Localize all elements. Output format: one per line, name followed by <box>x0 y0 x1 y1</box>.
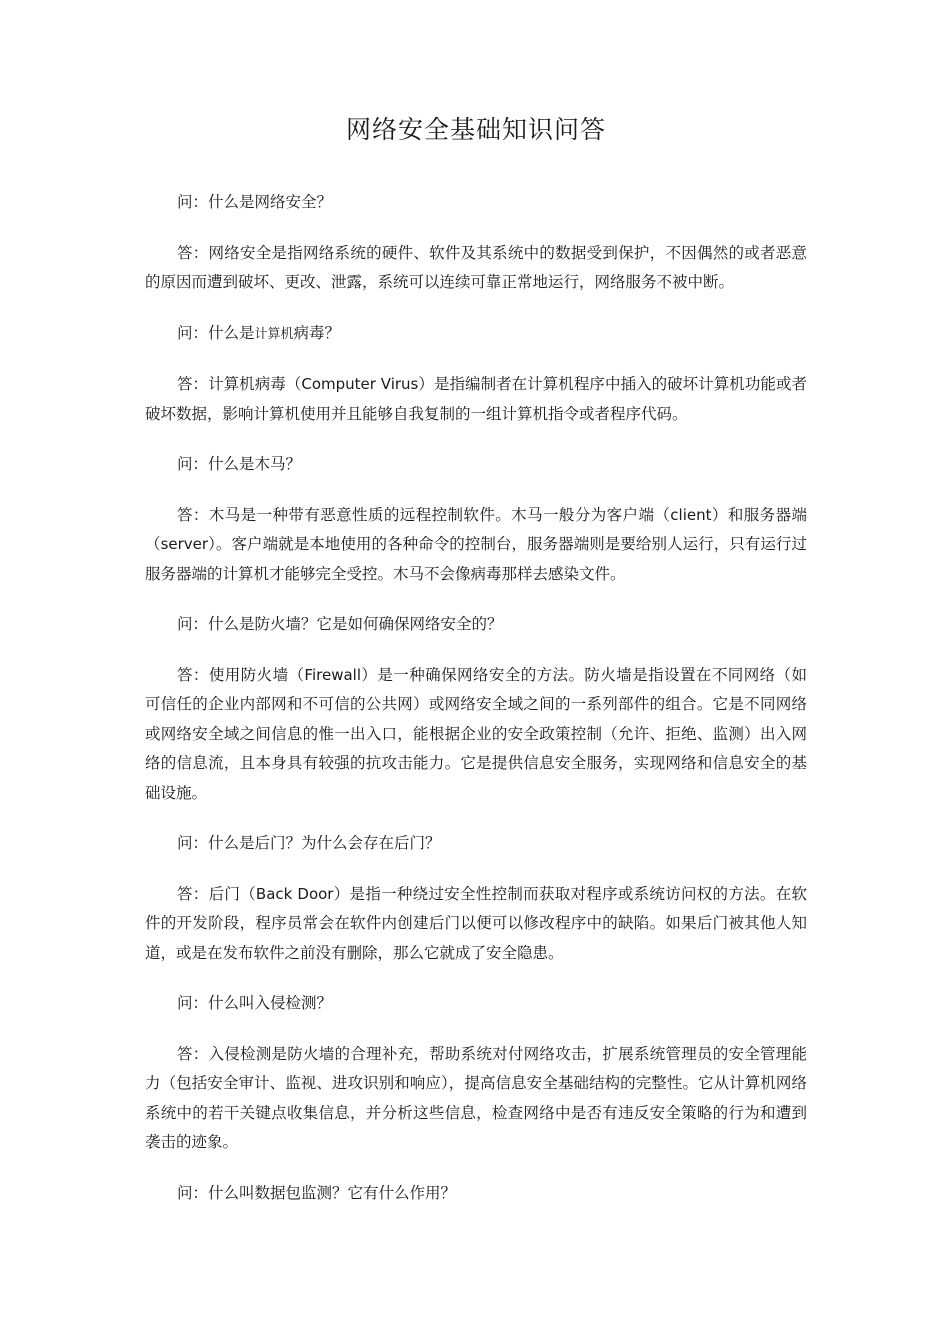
question-5: 问：什么是后门？为什么会存在后门？ <box>177 834 441 852</box>
question-2-part-2: 计算机 <box>254 326 294 342</box>
answer-2: 答：计算机病毒（Computer Virus）是指编制者在计算机程序中插入的破坏计算机功能或者破坏数据，影响计算机使用并且能够自我复制的一组计算机指令或者程序代码。 <box>145 375 807 423</box>
latin-term: server <box>160 535 209 553</box>
answer-1: 答：网络安全是指网络系统的硬件、软件及其系统中的数据受到保护，不因偶然的或者恶意的原因而遭到破坏、更改、泄露，系统可以连续可靠正常地运行，网络服务不被中断。 <box>145 243 807 291</box>
document-page <box>145 112 807 1229</box>
answer-5: 答：后门（Back Door）是指一种绕过安全性控制而获取对程序或系统访问权的方法。在软件的开发阶段，程序员常会在软件内创建后门以便可以修改程序中的缺陷。如果后门被其他人知道，或是在发布软件之前没有删除，那么它就成了安全隐患。 <box>145 884 807 962</box>
latin-term: Firewall <box>304 665 361 684</box>
question-6: 问：什么叫入侵检测？ <box>177 994 333 1012</box>
answer-3: 答：木马是一种带有恶意性质的远程控制软件。木马一般分为客户端（client）和服务器端（server）。客户端就是本地使用的各种命令的控制台，服务器端则是要给别人运行，只有运行过服务器端的计算机才能够完全受控。木马不会像病毒那样去感染文件。 <box>145 505 807 583</box>
latin-term: Back Door <box>255 884 334 903</box>
question-2-part-1: 问：什么是 <box>177 323 255 342</box>
document-title: 网络安全基础知识问答 <box>345 115 606 144</box>
answer-4: 答：使用防火墙（Firewall）是一种确保网络安全的方法。防火墙是指设置在不同网络（如可信任的企业内部网和不可信的公共网）或网络安全域之间的一系列部件的组合。它是不同网络或网络安全域之间信息的惟一出入口，能根据企业的安全政策控制（允许、拒绝、监测）出入网络的信息流，且本身具有较强的抗攻击能力。它是提供信息安全服务，实现网络和信息安全的基础设施。 <box>145 665 807 802</box>
question-2-part-3: 病毒？ <box>293 323 341 342</box>
latin-term: client <box>670 505 712 524</box>
latin-term: Computer Virus <box>301 375 419 393</box>
question-1: 问：什么是网络安全？ <box>177 193 333 211</box>
question-2 <box>145 319 807 350</box>
question-7: 问：什么叫数据包监测？它有什么作用？ <box>177 1183 457 1202</box>
answer-6: 答：入侵检测是防火墙的合理补充，帮助系统对付网络攻击，扩展系统管理员的安全管理能力（包括安全审计、监视、进攻识别和响应），提高信息安全基础结构的完整性。它从计算机网络系统中的若干关键点收集信息，并分析这些信息，检查网络中是否有违反安全策略的行为和遭到袭击的迹象。 <box>145 1044 807 1151</box>
question-4: 问：什么是防火墙？它是如何确保网络安全的？ <box>177 615 503 633</box>
question-3: 问：什么是木马？ <box>177 455 302 473</box>
